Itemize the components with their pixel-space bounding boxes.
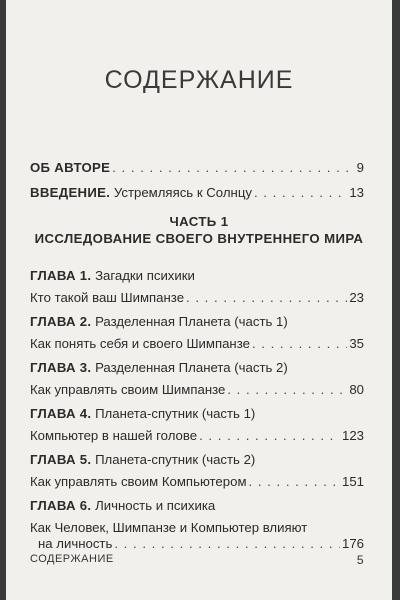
entry-page-number: 9 (356, 160, 364, 175)
leader-dots (112, 160, 354, 176)
entry-text-line-2: на личность (38, 536, 113, 551)
chapter-3 (30, 360, 364, 398)
toc-entry[interactable] (30, 428, 364, 444)
entry-text: Кто такой ваш Шимпанзе (30, 290, 185, 305)
chapter-title: Загадки психики (95, 268, 195, 283)
chapter-title: Планета-спутник (часть 1) (95, 406, 256, 421)
chapter-title: Личность и психика (95, 498, 216, 513)
chapter-label: ГЛАВА 2. (30, 314, 92, 329)
chapter-1 (30, 268, 364, 306)
entry-continuation (30, 536, 364, 552)
page-number: 5 (356, 553, 364, 567)
page-title: СОДЕРЖАНИЕ (104, 66, 294, 94)
part-heading (6, 213, 392, 247)
entry-text-line-1: Как Человек, Шимпанзе и Компьютер влияют (30, 520, 308, 535)
entry-text: Как управлять своим Шимпанзе (30, 382, 226, 397)
leader-dots (199, 428, 340, 444)
chapter-4 (30, 406, 364, 444)
toc-entry-introduction[interactable] (30, 185, 364, 201)
entry-page-number: 151 (341, 474, 364, 489)
chapter-label: ГЛАВА 3. (30, 360, 92, 375)
toc-entry[interactable] (30, 336, 364, 352)
entry-text: Как понять себя и своего Шимпанзе (30, 336, 250, 351)
entry-text: Компьютер в нашей голове (30, 428, 198, 443)
toc-entry[interactable] (30, 290, 364, 306)
chapter-heading (30, 498, 364, 514)
chapter-heading (30, 360, 364, 376)
book-page (6, 0, 392, 600)
leader-dots (227, 382, 347, 398)
leader-dots (254, 185, 347, 201)
entry-text: Как управлять своим Компьютером (30, 474, 247, 489)
part-number: ЧАСТЬ 1 (169, 214, 229, 229)
entry-page-number: 176 (341, 536, 364, 551)
entry-label: ВВЕДЕНИЕ. (30, 185, 111, 200)
chapter-label: ГЛАВА 4. (30, 406, 92, 421)
chapter-label: ГЛАВА 5. (30, 452, 92, 467)
toc-entry[interactable] (30, 474, 364, 490)
entry-page-number: 13 (349, 185, 364, 200)
chapter-heading (30, 314, 364, 330)
chapter-6 (30, 498, 364, 552)
entry-page-number: 123 (341, 428, 364, 443)
chapter-5 (30, 452, 364, 490)
chapter-heading (30, 406, 364, 422)
page-footer (30, 553, 364, 567)
chapter-list (30, 268, 364, 560)
intro-entries (30, 160, 364, 210)
leader-dots (114, 536, 340, 552)
entry-label: ОБ АВТОРЕ (30, 160, 111, 175)
entry-page-number: 35 (349, 336, 364, 351)
running-title: СОДЕРЖАНИЕ (30, 553, 114, 565)
chapter-heading (30, 268, 364, 284)
toc-entry[interactable] (30, 382, 364, 398)
toc-entry-multiline[interactable] (30, 520, 364, 552)
chapter-title: Разделенная Планета (часть 2) (95, 360, 288, 375)
leader-dots (186, 290, 347, 306)
leader-dots (249, 474, 340, 490)
chapter-title: Планета-спутник (часть 2) (95, 452, 256, 467)
entry-text: Устремляясь к Солнцу (113, 185, 252, 200)
part-title: ИССЛЕДОВАНИЕ СВОЕГО ВНУТРЕННЕГО МИРА (34, 231, 364, 246)
entry-page-number: 23 (349, 290, 364, 305)
leader-dots (252, 336, 347, 352)
toc-entry-about-author[interactable] (30, 160, 364, 176)
chapter-2 (30, 314, 364, 352)
chapter-title: Разделенная Планета (часть 1) (95, 314, 288, 329)
chapter-label: ГЛАВА 6. (30, 498, 92, 513)
chapter-heading (30, 452, 364, 468)
chapter-label: ГЛАВА 1. (30, 268, 92, 283)
entry-page-number: 80 (349, 382, 364, 397)
